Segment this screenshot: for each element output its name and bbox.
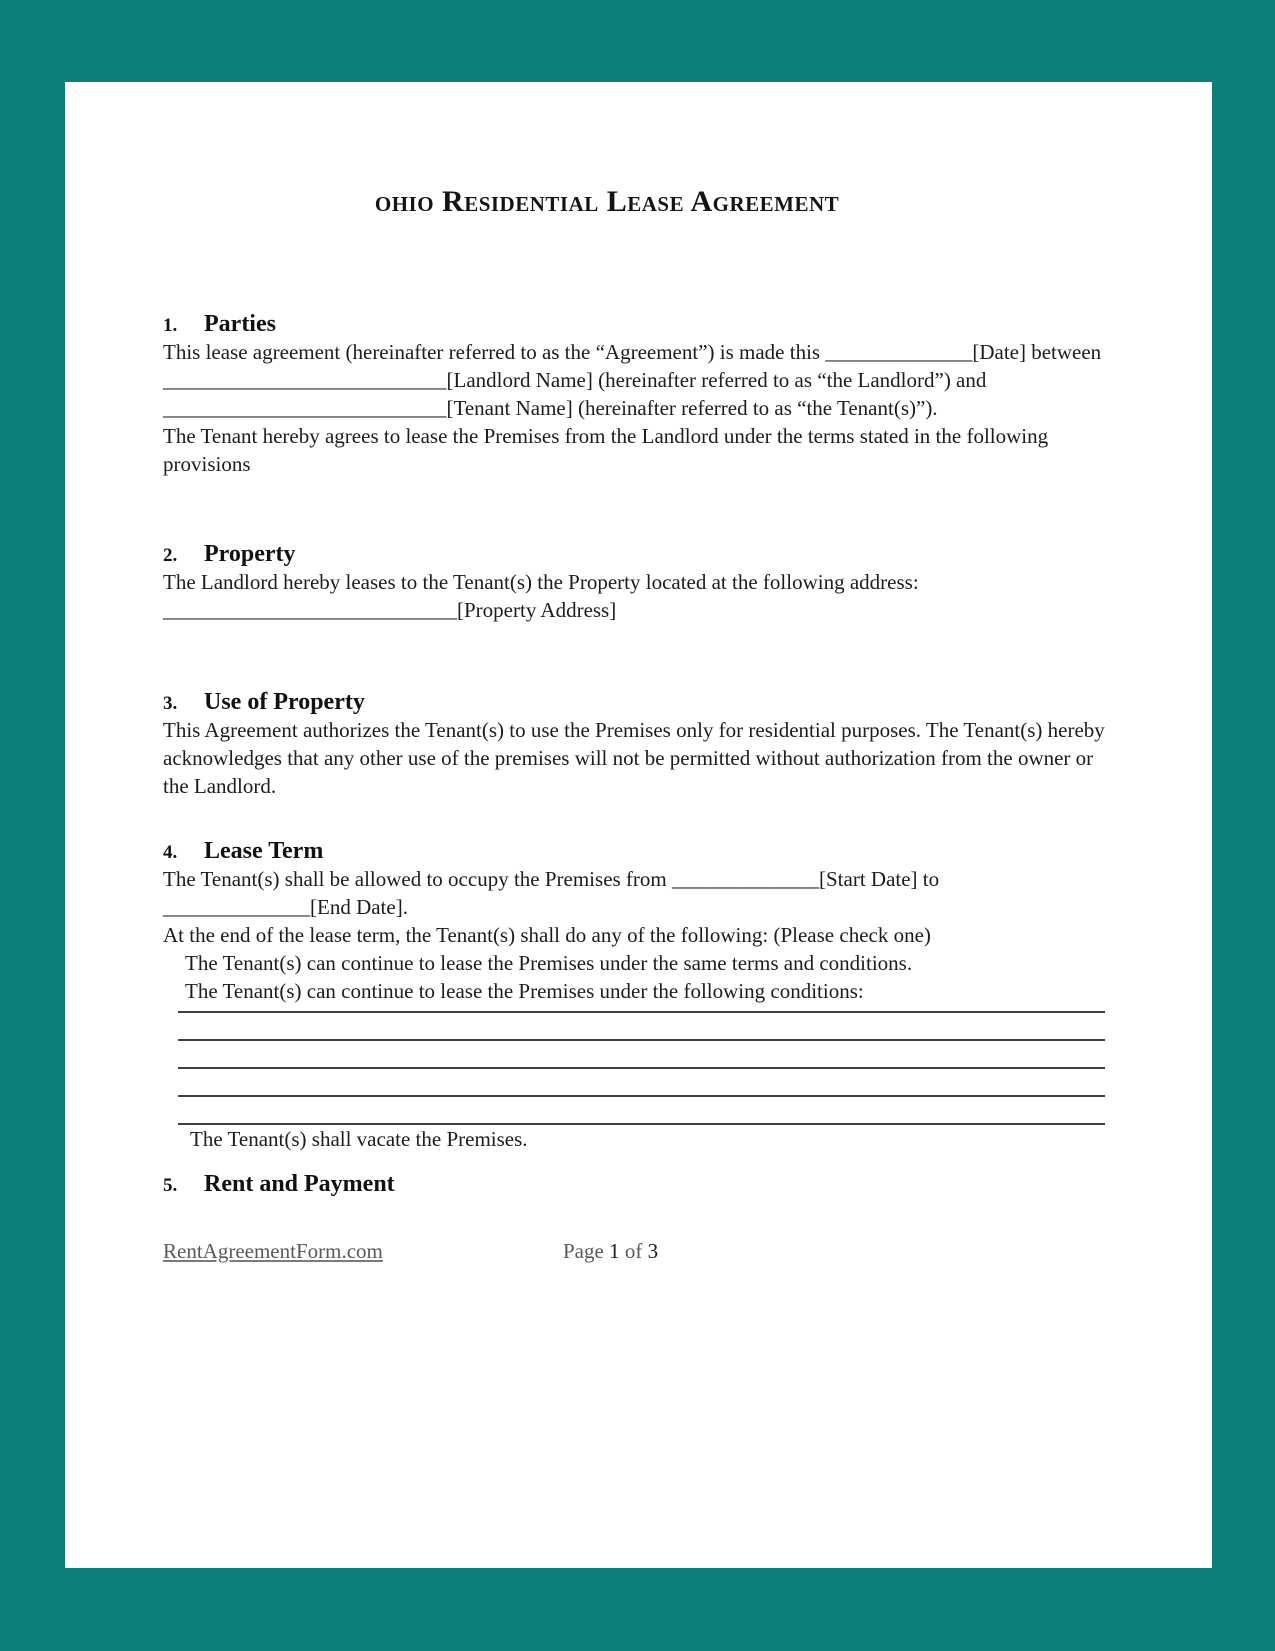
conditions-write-in-lines xyxy=(178,985,1105,1125)
section-number: 2. xyxy=(163,545,178,566)
fill-in-line xyxy=(178,1097,1105,1125)
section-parties-heading xyxy=(163,311,1105,338)
section-heading-text: Property xyxy=(204,541,296,567)
lease-term-option-continue-conditions: The Tenant(s) can continue to lease the Premises under the following conditions: xyxy=(185,979,864,1003)
section-heading-text: Parties xyxy=(204,311,276,337)
lease-term-option-vacate: The Tenant(s) shall vacate the Premises. xyxy=(190,1127,528,1151)
of-word: of xyxy=(624,1239,643,1263)
lease-term-end-options-intro: At the end of the lease term, the Tenant(s) shall do any of the following: (Please check one) xyxy=(163,923,931,947)
lease-term-option-continue-same-terms: The Tenant(s) can continue to lease the Premises under the same terms and conditions. xyxy=(185,951,913,975)
page-indicator xyxy=(563,1239,658,1264)
section-heading-text: Use of Property xyxy=(204,689,365,715)
section-use-of-property xyxy=(163,689,1105,800)
footer-site-link[interactable]: RentAgreementForm.com xyxy=(163,1239,383,1263)
section-number: 1. xyxy=(163,315,178,336)
section-lease-term xyxy=(163,838,1105,1153)
document-title: ohio Residential Lease Agreement xyxy=(374,185,840,218)
section-property-heading xyxy=(163,541,1105,568)
section-parties xyxy=(163,311,1105,478)
page-word: Page xyxy=(563,1239,604,1263)
use-of-property-paragraph: This Agreement authorizes the Tenant(s) to use the Premises only for residential purposes. The Tenant(s) hereby acknowledges that any other use of the premises will not be permitted without authorization from the owner or the Landlord. xyxy=(163,718,1105,798)
section-lease-term-heading xyxy=(163,838,1105,865)
section-heading-text: Lease Term xyxy=(204,838,324,864)
fill-in-line xyxy=(178,1069,1105,1097)
lease-term-dates-paragraph: The Tenant(s) shall be allowed to occupy the Premises from ______________[Start Date] to ______________[End Date]. xyxy=(163,867,940,919)
section-number: 3. xyxy=(163,693,178,714)
section-rent-and-payment xyxy=(163,1171,1105,1198)
section-number: 5. xyxy=(163,1175,178,1196)
page-footer xyxy=(163,1239,1105,1269)
fill-in-line xyxy=(178,1041,1105,1069)
section-property xyxy=(163,541,1105,624)
section-number: 4. xyxy=(163,842,178,863)
section-rent-heading xyxy=(163,1171,1105,1198)
property-address-blank: ____________________________[Property Address] xyxy=(163,598,617,622)
property-intro-paragraph: The Landlord hereby leases to the Tenant(s) the Property located at the following address: xyxy=(163,570,919,594)
fill-in-line xyxy=(178,1013,1105,1041)
page-number: 1 xyxy=(609,1239,620,1263)
parties-intro-paragraph: This lease agreement (hereinafter referred to as the “Agreement”) is made this ______________[Date] between ___________________________[Landlord Name] (hereinafter referred to as “the Landlord”) and ___________________________[Tenant Name] (hereinafter referred to as “the Tenant(s)”). xyxy=(163,340,1102,420)
document-page xyxy=(65,82,1212,1568)
total-pages: 3 xyxy=(647,1239,659,1263)
section-heading-text: Rent and Payment xyxy=(204,1171,395,1197)
section-use-heading xyxy=(163,689,1105,716)
parties-agreement-paragraph: The Tenant hereby agrees to lease the Premises from the Landlord under the terms stated in the following provisions xyxy=(163,424,1049,476)
